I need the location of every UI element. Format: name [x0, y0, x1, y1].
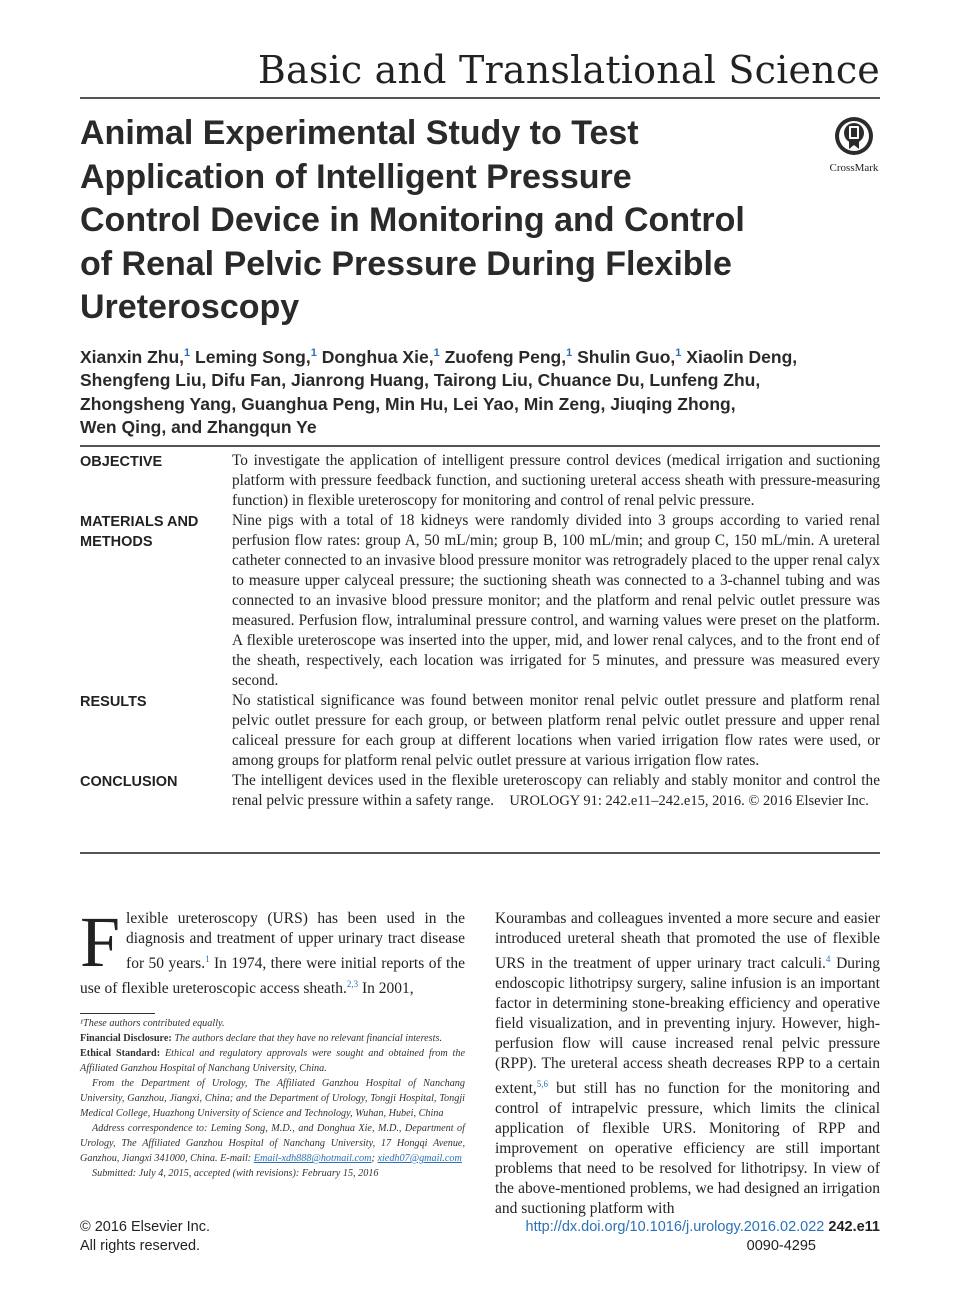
footnote-rule: [80, 1013, 155, 1014]
results-label: RESULTS: [80, 694, 147, 710]
reference-link[interactable]: 4: [825, 954, 831, 964]
author-list: [80, 342, 880, 440]
ethical-label: Ethical Standard:: [80, 1048, 161, 1059]
issn: 0090-4295: [746, 1238, 816, 1254]
footer-copyright: [80, 1218, 210, 1256]
ethical-text: Ethical and regulatory approvals were sought and obtained from the Affiliated Ganzhou Hospital of Nanchang University, China.: [80, 1048, 465, 1074]
methods-label: [80, 511, 232, 691]
reference-link[interactable]: 2,3: [346, 979, 359, 990]
intro-text-1: lexible ureteroscopy (URS) has been used in the diagnosis and treatment of upper urinary tract disease for 50 years.: [126, 910, 465, 973]
abstract-methods: [80, 511, 880, 691]
rights-text: All rights reserved.: [80, 1238, 201, 1254]
email-link-2[interactable]: xiedh07@gmail.com: [377, 1153, 462, 1164]
footnote-correspondence: [80, 1121, 465, 1166]
conclusion-text: The intelligent devices used in the flexible ureteroscopy can reliably and stably monitor and control the renal pelvic pressure within a safety range.: [232, 772, 880, 809]
author-line-2: Shengfeng Liu, Difu Fan, Jianrong Huang, Tairong Liu, Chuance Du, Lunfeng Zhu,: [80, 370, 761, 391]
correspondence-text: Address correspondence to: Leming Song, M.D., and Donghua Xie, M.D., Department of Urology, The Affiliated Ganzhou Hospital of Nanchang University, 17 Hongqi Avenue, Ganzhou, Jiangxi 341000, China. E-mail:: [80, 1123, 465, 1164]
body-column-left: [80, 902, 465, 999]
header-rule: [80, 97, 880, 99]
objective-label: OBJECTIVE: [80, 454, 163, 470]
crossmark-icon: [834, 116, 874, 156]
footnote-affiliations: [80, 1076, 465, 1121]
affiliations-text: From the Department of Urology, The Affiliated Ganzhou Hospital of Nanchang University, Ganzhou, Jiangxi, China; and the Department of Urology, Tongji Hospital, Tongji Medical College, Huazhong University of Science and Technology, Wuhan, Hubei, China: [80, 1078, 465, 1119]
affiliation-marker[interactable]: 1: [433, 347, 440, 359]
page-number: 242.e11: [828, 1219, 880, 1235]
intro-paragraph-continued: [495, 909, 880, 1219]
copyright-text: © 2016 Elsevier Inc.: [80, 1219, 210, 1235]
methods-label-line-2: METHODS: [80, 534, 153, 550]
body-text-2: During endoscopic lithotripsy surgery, saline infusion is an important factor in determining stone-breaking efficiency and operative field visualization, and in preventing injury. However, high-perfusion flow will cause increased renal pelvic pressure (RPP). The ureteral access sheath decreases RPP to a certain extent,: [495, 955, 880, 1098]
reference-link[interactable]: 1: [205, 954, 210, 964]
reference-link[interactable]: 5,6: [536, 1079, 548, 1090]
footnote-equal-contribution: [80, 1016, 465, 1031]
affiliation-marker[interactable]: 1: [675, 347, 682, 359]
disclosure-label: Financial Disclosure:: [80, 1033, 172, 1044]
abstract-bottom-rule: [80, 852, 880, 854]
disclosure-text: The authors declare that they have no relevant financial interests.: [171, 1033, 442, 1044]
conclusion-label: CONCLUSION: [80, 774, 178, 790]
conclusion-block: [232, 771, 880, 811]
author-line-4: Wen Qing, and Zhangqun Ye: [80, 417, 317, 438]
intro-text-2: In 1974, there were initial reports of the use of flexible ureteroscopic access sheath.: [80, 955, 465, 998]
abstract-conclusion: [80, 771, 880, 811]
submitted-text: Submitted: July 4, 2015, accepted (with revisions): February 15, 2016: [92, 1168, 379, 1179]
footnote-submitted: [80, 1166, 465, 1181]
author-name: Xianxin Zhu,: [80, 346, 185, 367]
author-name: Leming Song,: [195, 346, 311, 367]
intro-text-3: In 2001,: [358, 980, 414, 998]
author-name: Shulin Guo,: [577, 346, 676, 367]
crossmark-label: CrossMark: [829, 162, 879, 174]
doi-link[interactable]: http://dx.doi.org/10.1016/j.urology.2016.02.022: [525, 1219, 825, 1235]
affiliation-marker[interactable]: 1: [184, 347, 191, 359]
article-title: Animal Experimental Study to Test Application of Intelligent Pressure Control Device in Monitoring and Control of Renal Pelvic Pressure During Flexible Ureteroscopy: [80, 114, 745, 326]
intro-paragraph: [80, 902, 465, 999]
abstract-top-rule: [80, 445, 880, 447]
affiliation-marker[interactable]: 1: [310, 347, 317, 359]
email-separator: ;: [371, 1153, 375, 1164]
methods-label-line-1: MATERIALS AND: [80, 514, 199, 530]
affiliation-marker[interactable]: 1: [566, 347, 573, 359]
journal-section-title: Basic and Translational Science: [257, 48, 880, 92]
author-line-1: [80, 342, 880, 369]
drop-cap: F: [80, 902, 121, 982]
journal-citation: UROLOGY 91: 242.e11–242.e15, 2016. © 2016 Elsevier Inc.: [509, 793, 869, 809]
footnotes: [80, 1016, 465, 1181]
footnote-ethical: [80, 1046, 465, 1076]
author-name: Xiaolin Deng,: [686, 346, 798, 367]
footnote-equal-text: ¹These authors contributed equally.: [80, 1018, 225, 1029]
footer-publication-info: [470, 1218, 880, 1256]
results-text: No statistical significance was found between monitor renal pelvic outlet pressure and platform renal pelvic outlet pressure for each group, or between platform renal pelvic outlet pressure and upper renal caliceal pressure for each group at different locations when varied irrigation flow rates were used, or among groups for platform renal pelvic outlet pressure at various irrigation flow rates.: [232, 692, 880, 769]
body-text-3: but still has no function for the monitoring and control of intrapelvic pressure, which limits the clinical application of flexible URS. Monitoring of RPP and improvement on operative efficiency are still important problems that need to be resolved for lithotripsy. In view of the above-mentioned problems, we had designed an irrigation and suctioning platform with: [495, 1080, 880, 1218]
crossmark-badge[interactable]: [826, 116, 882, 174]
methods-text: Nine pigs with a total of 18 kidneys were randomly divided into 3 groups according to varied renal perfusion flow rates: group A, 50 mL/min; group B, 100 mL/min; and group C, 150 mL/min. A ureteral catheter connected to an invasive blood pressure monitor was retrogradely placed to the upper renal calyx to measure upper calyceal pressure; the suctioning sheath was connected to a 3-channel tubing and was connected to an invasive blood pressure monitor; and the platform and renal pelvic outlet pressure was measured. Perfusion flow, intraluminal pressure control, and warning values were preset on the platform. A flexible ureteroscope was inserted into the upper, mid, and lower renal calyces, and to the front end of the sheath, respectively, each location was irrigated for 5 minutes, and pressure was measured every second.: [232, 512, 880, 689]
objective-text: To investigate the application of intelligent pressure control devices (medical irrigation and suctioning platform with pressure feedback function, and suctioning ureteral access sheath with pressure-measuring function) in flexible ureteroscopy for monitoring and control of renal pelvic pressure.: [232, 452, 880, 509]
footnote-disclosure: [80, 1031, 465, 1046]
body-text-1: Kourambas and colleagues invented a more secure and easier introduced ureteral sheath that promoted the use of flexible URS in the treatment of upper urinary tract calculi.: [495, 910, 880, 973]
email-link-1[interactable]: Email-xdh888@hotmail.com: [253, 1153, 372, 1164]
abstract: [80, 451, 880, 811]
abstract-results: [80, 691, 880, 771]
author-name: Donghua Xie,: [321, 346, 434, 367]
body-column-right: [495, 909, 880, 1219]
author-name: Zuofeng Peng,: [444, 346, 567, 367]
author-line-3: Zhongsheng Yang, Guanghua Peng, Min Hu, Lei Yao, Min Zeng, Jiuqing Zhong,: [80, 393, 736, 414]
abstract-objective: [80, 451, 880, 511]
